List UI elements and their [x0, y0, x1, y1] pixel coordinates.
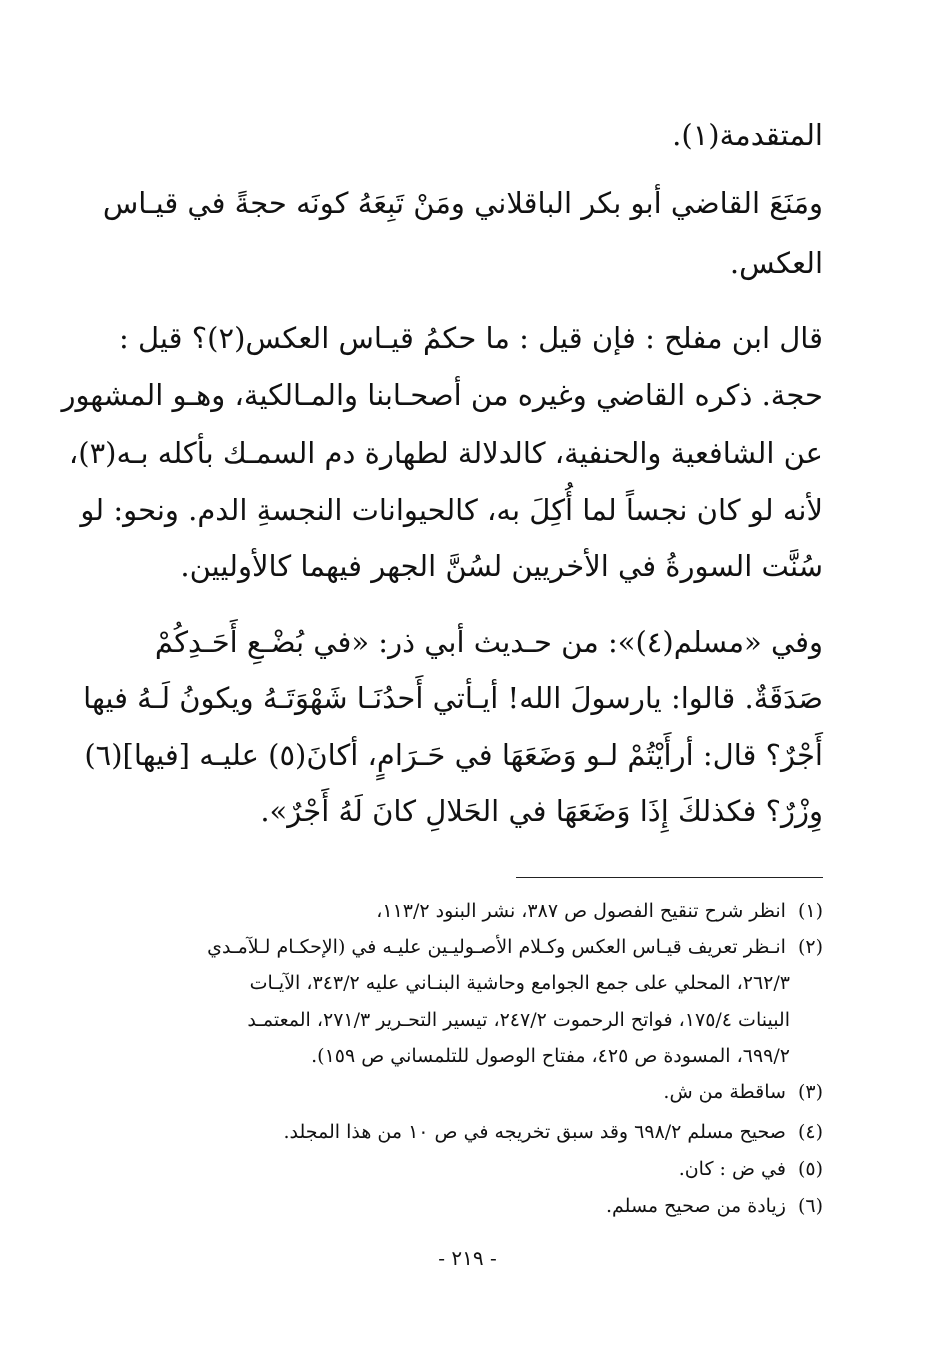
- body-line-8: سُنَّت السورةُ في الأخريين لسُنَّ الجهر فيهما كالأوليين.: [180, 549, 823, 583]
- footnote-text: صحيح مسلم ٦٩٨/٢ وقد سبق تخريجه في ص ١٠ من هذا المجلد.: [283, 1121, 786, 1143]
- body-line-10: صَدَقَةٌ. قالوا: يارسولَ الله! أيـأتي أَحدُنَـا شَهْوَتَـهُ ويكونُ لَـهُ فيها: [83, 681, 823, 715]
- footnote-number: (٣): [797, 1081, 823, 1103]
- footnote-text: زيادة من صحيح مسلم.: [606, 1195, 786, 1217]
- body-line-3: العكس.: [729, 246, 823, 280]
- footnote-3: [663, 1078, 823, 1106]
- footnote-6: [606, 1192, 823, 1220]
- footnote-number: (٦): [797, 1195, 823, 1217]
- footnote-text: ساقطة من ش.: [663, 1081, 786, 1103]
- body-line-11: أَجْرٌ؟ قال: أرأَيْتُمْ لـو وَضَعَهَا في حَـرَامٍ، أكانَ(٥) عليـه [فيها](٦): [84, 738, 823, 772]
- body-line-1: المتقدمة(١).: [672, 118, 823, 152]
- body-line-4: قال ابن مفلح : فإن قيل : ما حكمُ قيـاس العكس(٢)؟ قيل :: [118, 321, 823, 355]
- footnote-2-line-3: البينات ١٧٥/٤، فواتح الرحموت ٢٤٧/٢، تيسير التحـرير ٢٧١/٣، المعتمـد: [247, 1009, 790, 1031]
- body-line-6: عن الشافعية والحنفية، كالدلالة لطهارة دم السمـك بأكله بـه(٣)،: [68, 436, 823, 470]
- footnote-5: [679, 1155, 823, 1183]
- body-line-9: وفي «مسلم(٤)»: من حـديث أبي ذر: «في بُضْـعِ أَحَـدِكُمْ: [154, 625, 823, 659]
- footnote-number: (٢): [797, 936, 823, 958]
- footnote-text: انـظر تعريف قيـاس العكس وكـلام الأصـوليـين عليـه في (الإحكـام لـلآمـدي: [207, 936, 786, 958]
- footnote-2-line-2: ٢٦٢/٣، المحلي على جمع الجوامع وحاشية البنـاني عليه ٣٤٣/٢، الآيـات: [249, 972, 790, 994]
- footnote-4: [283, 1118, 823, 1146]
- footnote-2-line-4: ٦٩٩/٢، المسودة ص ٤٢٥، مفتاح الوصول للتلمساني ص ١٥٩).: [311, 1045, 790, 1067]
- footnote-number: (٤): [797, 1121, 823, 1143]
- footnote-text: في ض : كان.: [678, 1158, 786, 1180]
- footnote-text: انظر شرح تنقيح الفصول ص ٣٨٧، نشر البنود ١١٣/٢،: [376, 900, 786, 922]
- body-line-12: وِزْرٌ؟ فكذلكَ إِذَا وَضَعَهَا في الحَلالِ كانَ لَهُ أَجْرٌ».: [260, 794, 823, 828]
- footnote-number: (١): [797, 900, 823, 922]
- footnote-1: [376, 897, 823, 925]
- body-line-2: ومَنَعَ القاضي أبو بكر الباقلاني ومَنْ تَبِعَهُ كونَه حجةً في قيـاس: [102, 186, 823, 220]
- body-line-5: حجة. ذكره القاضي وغيره من أصحـابنا والمـالكية، وهـو المشهور: [61, 378, 823, 412]
- footnote-separator: [516, 877, 823, 878]
- page-number: - ٢١٩ -: [438, 1246, 497, 1270]
- footnote-number: (٥): [797, 1158, 823, 1180]
- body-line-7: لأنه لو كان نجساً لما أُكِلَ به، كالحيوانات النجسةِ الدم. ونحو: لو: [80, 493, 823, 527]
- footnote-2: [207, 933, 823, 961]
